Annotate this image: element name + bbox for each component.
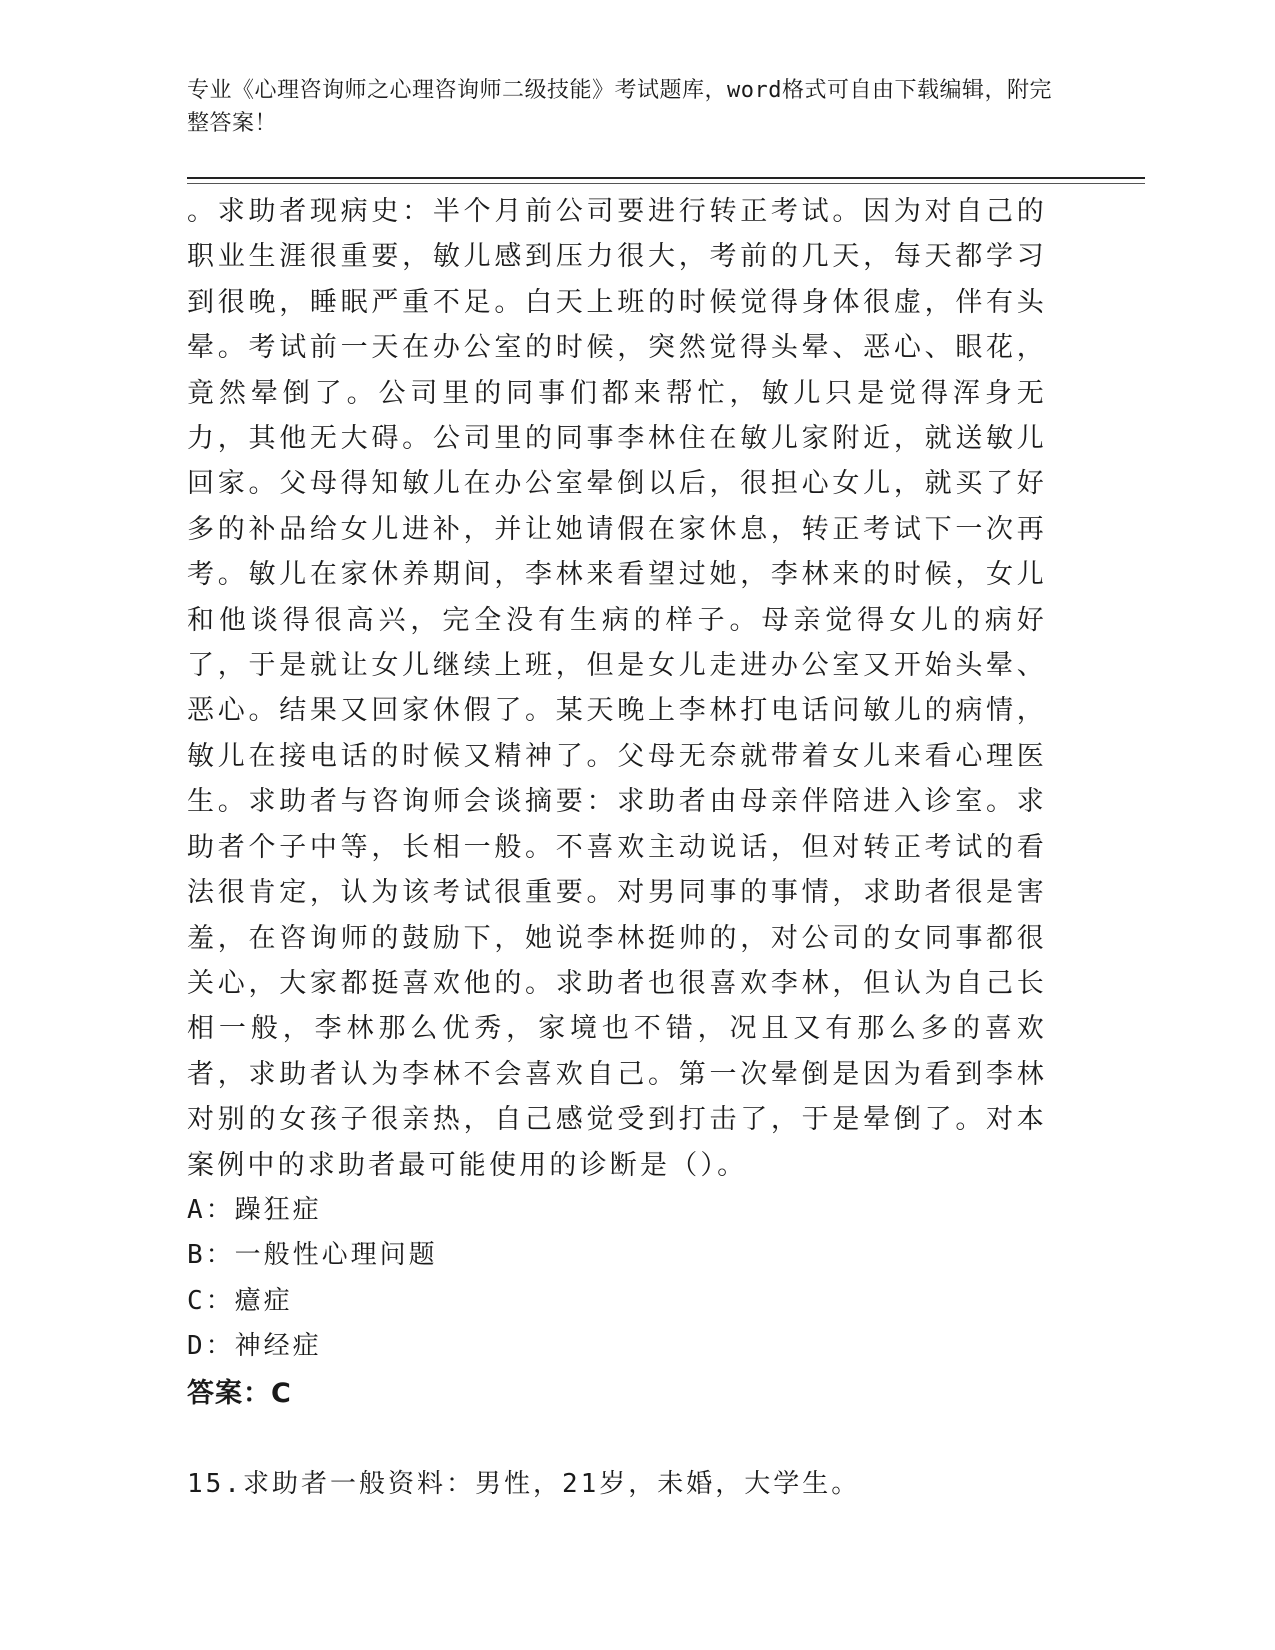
answer-line: 答案：C — [187, 1377, 292, 1409]
option-b: B：一般性心理问题 — [187, 1240, 438, 1271]
question-stem: 。求助者现病史：半个月前公司要进行转正考试。因为对自己的职业生涯很重要，敏儿感到压力很大，考前的几天，每天都学习到很晚，睡眠严重不足。白天上班的时候觉得身体很虚，伴有头晕。考试前一天在办公室的时候，突然觉得头晕、恶心、眼花，竟然晕倒了。公司里的同事们都来帮忙，敏儿只是觉得浑身无力，其他无大碍。公司里的同事李林住在敏儿家附近，就送敏儿回家。父母得知敏儿在办公室晕倒以后，很担心女儿，就买了好多的补品给女儿进补，并让她请假在家休息，转正考试下一次再考。敏儿在家休养期间，李林来看望过她，李林来的时候，女儿和他谈得很高兴，完全没有生病的样子。母亲觉得女儿的病好了，于是就让女儿继续上班，但是女儿走进办公室又开始头晕、恶心。结果又回家休假了。某天晚上李林打电话问敏儿的病情，敏儿在接电话的时候又精神了。父母无奈就带着女儿来看心理医生。求助者与咨询师会谈摘要：求助者由母亲伴陪进入诊室。求助者个子中等，长相一般。不喜欢主动说话，但对转正考试的看法很肯定，认为该考试很重要。对男同事的事情，求助者很是害羞，在咨询师的鼓励下，她说李林挺帅的，对公司的女同事都很关心，大家都挺喜欢他的。求助者也很喜欢李林，但认为自己长相一般，李林那么优秀，家境也不错，况且又有那么多的喜欢者，求助者认为李林不会喜欢自己。第一次晕倒是因为看到李林对别的女孩子很亲热，自己感觉受到打击了，于是晕倒了。对本案例中的求助者最可能使用的诊断是（）。 — [187, 196, 1047, 1181]
option-d: D：神经症 — [187, 1331, 322, 1362]
option-c: C：癔症 — [187, 1285, 293, 1316]
header-divider-thick — [187, 177, 1145, 179]
header-divider-thin — [187, 183, 1145, 184]
document-header: 专业《心理咨询师之心理咨询师二级技能》考试题库，word格式可自由下载编辑，附完整答案！ — [187, 78, 1052, 136]
document-body — [187, 189, 1047, 1507]
next-question-stem: 15.求助者一般资料：男性，21岁，未婚，大学生。 — [187, 1468, 861, 1499]
option-a: A：躁狂症 — [187, 1194, 322, 1225]
